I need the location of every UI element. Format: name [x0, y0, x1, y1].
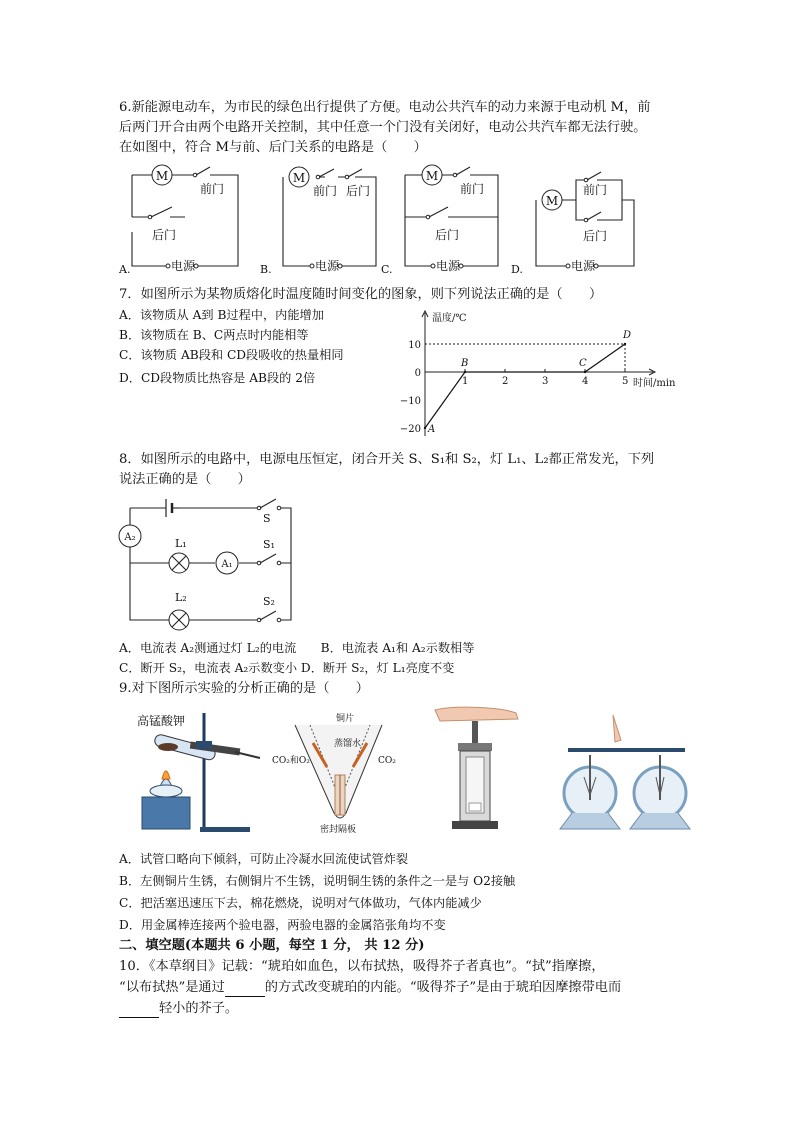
- option-a-label: A.: [119, 263, 131, 276]
- figure-air-compression: [435, 707, 518, 829]
- chart-y-axis-label: 温度/℃: [432, 313, 467, 324]
- svg-text:M: M: [292, 171, 306, 185]
- q10-line-1: 10．《本草纲目》记载：“琥珀如血色，以布拭热，吸得芥子者真也”。“拭”指摩擦，: [119, 959, 605, 974]
- q7-stem: 7．如图所示为某物质熔化时温度随时间变化的图象，则下列说法正确的是（ ）: [119, 287, 603, 302]
- q10-line-2-end: 的方式改变琥珀的内能。“吸得芥子”是由于琥珀因摩擦带电而: [264, 980, 622, 995]
- svg-text:A₂: A₂: [124, 532, 136, 543]
- answer-blank-2[interactable]: [119, 1005, 159, 1018]
- front-door-label: 前门: [460, 182, 485, 196]
- chart-point-c: [584, 371, 586, 373]
- circuit-d: [511, 172, 634, 276]
- chart-point-label-b: B: [461, 358, 469, 369]
- option-d-label: D.: [511, 263, 523, 276]
- power-label: 电源: [171, 259, 196, 273]
- chart-x-axis-label: 时间/min: [633, 378, 676, 389]
- svg-text:M: M: [425, 169, 439, 183]
- q8-stem-line-1: 8．如图所示的电路中，电源电压恒定，闭合开关 S、S₁和 S₂，灯 L₁、L₂都正常发光，下列: [119, 452, 655, 467]
- lamp-l2-label: L₂: [175, 591, 187, 604]
- chart-x-tick-label: 2: [502, 376, 509, 387]
- distilled-water-label: 蒸馏水: [334, 739, 362, 749]
- q9-option-b: B．左侧铜片生锈，右侧铜片不生锈，说明铜生锈的条件之一是与 O2接触: [119, 874, 516, 888]
- kmno4-label: 高锰酸钾: [137, 714, 186, 728]
- q10-line-3-end: 轻小的芥子。: [159, 1001, 239, 1016]
- copper-label: 铜片: [336, 714, 355, 724]
- svg-text:电源: 电源: [436, 259, 461, 273]
- chart-y-tick-label: −20: [399, 424, 421, 435]
- option-b-label: B.: [260, 263, 272, 276]
- svg-text:M: M: [545, 194, 559, 208]
- chart-point-b: [464, 371, 466, 373]
- q6-circuit-diagrams: [0, 160, 794, 280]
- motor-label: M: [155, 169, 169, 183]
- figure-copper-rust-vtube: [272, 712, 396, 835]
- front-door-label: 前门: [313, 184, 338, 198]
- chart-point-label-a: A: [428, 424, 436, 435]
- switch-s1-label: S₁: [263, 538, 275, 551]
- circuit-b: [260, 167, 376, 276]
- switch-s-label: S: [263, 512, 271, 525]
- chart-point-a: [424, 427, 426, 429]
- back-door-label: 后门: [583, 229, 608, 243]
- chart-x-tick-label: 1: [462, 376, 469, 387]
- q7-option-c: C．该物质 AB段和 CD段吸收的热量相同: [119, 348, 344, 362]
- answer-blank-1[interactable]: [225, 984, 265, 997]
- svg-text:电源: 电源: [315, 259, 340, 273]
- chart-point-label-c: C: [579, 358, 587, 369]
- figure-electroscopes: [560, 715, 690, 829]
- switch-s2-label: S₂: [263, 595, 275, 608]
- back-door-label: 后门: [152, 228, 177, 242]
- co2-o2-label: CO₂和O₂: [272, 756, 310, 766]
- co2-label: CO₂: [378, 756, 396, 766]
- q7-option-d: D．CD段物质比热容是 AB段的 2倍: [119, 371, 316, 385]
- chart-x-tick-label: 4: [582, 376, 589, 387]
- chart-point-d: [624, 343, 626, 345]
- front-door-label: 前门: [583, 183, 608, 197]
- chart-x-tick-label: 3: [542, 376, 549, 387]
- svg-text:A₁: A₁: [221, 559, 233, 570]
- q6-stem-line-1: 6.新能源电动车，为市民的绿色出行提供了方便。电动公共汽车的动力来源于电动机 M，前: [119, 100, 651, 115]
- chart-y-tick-label: −10: [399, 396, 421, 407]
- chart-x-tick-label: 5: [622, 376, 629, 387]
- q10-line-2-start: “以布拭热”是通过: [119, 980, 225, 995]
- q10-line-2: [119, 979, 621, 997]
- q8-circuit-diagram: [115, 495, 315, 630]
- sealed-partition-label: 密封隔板: [320, 825, 357, 835]
- back-door-label: 后门: [435, 228, 460, 242]
- q8-option-ab: A．电流表 A₂测通过灯 L₂的电流 B．电流表 A₁和 A₂示数相等: [119, 641, 475, 655]
- q9-option-c: C．把活塞迅速压下去，棉花燃烧，说明对气体做功，气体内能减少: [119, 896, 482, 910]
- svg-text:电源: 电源: [571, 259, 596, 273]
- back-door-label: 后门: [346, 184, 371, 198]
- chart-point-label-d: D: [623, 330, 632, 341]
- section-two-heading: 二、填空题(本题共 6 小题，每空 1 分， 共 12 分): [119, 938, 425, 953]
- figure-heating-test-tube: [137, 713, 260, 832]
- chart-y-tick-label: 10: [408, 340, 421, 351]
- q9-option-d: D．用金属棒连接两个验电器，两验电器的金属箔张角均不变: [119, 918, 446, 932]
- q7-option-b: B．该物质在 B、C两点时内能相等: [119, 328, 309, 342]
- option-c-label: C.: [381, 263, 393, 276]
- q6-stem-line-3: 在如图中，符合 M与前、后门关系的电路是（ ）: [119, 140, 427, 155]
- q7-option-a: A．该物质从 A到 B过程中，内能增加: [119, 308, 324, 322]
- chart-series-line: [425, 344, 625, 428]
- front-door-label: 前门: [200, 182, 225, 196]
- circuit-c: [381, 165, 498, 276]
- circuit-a: [118, 165, 238, 276]
- q9-option-a: A．试管口略向下倾斜，可防止冷凝水回流使试管炸裂: [119, 852, 409, 866]
- q9-stem: 9.对下图所示实验的分析正确的是（ ）: [119, 681, 369, 696]
- q10-line-3: [119, 1000, 238, 1018]
- temperature-time-chart: [395, 305, 695, 440]
- chart-y-tick-label: 0: [414, 368, 421, 379]
- q8-stem-line-2: 说法正确的是（ ）: [119, 472, 251, 487]
- lamp-l1-label: L₁: [175, 537, 187, 550]
- q6-stem-line-2: 后两门开合由两个电路开关控制，其中任意一个门没有关闭好，电动公共汽车都无法行驶。: [119, 120, 647, 135]
- q8-option-cd: C．断开 S₂，电流表 A₂示数变小 D．断开 S₂，灯 L₁亮度不变: [119, 661, 455, 675]
- q9-experiment-figures: [120, 705, 720, 835]
